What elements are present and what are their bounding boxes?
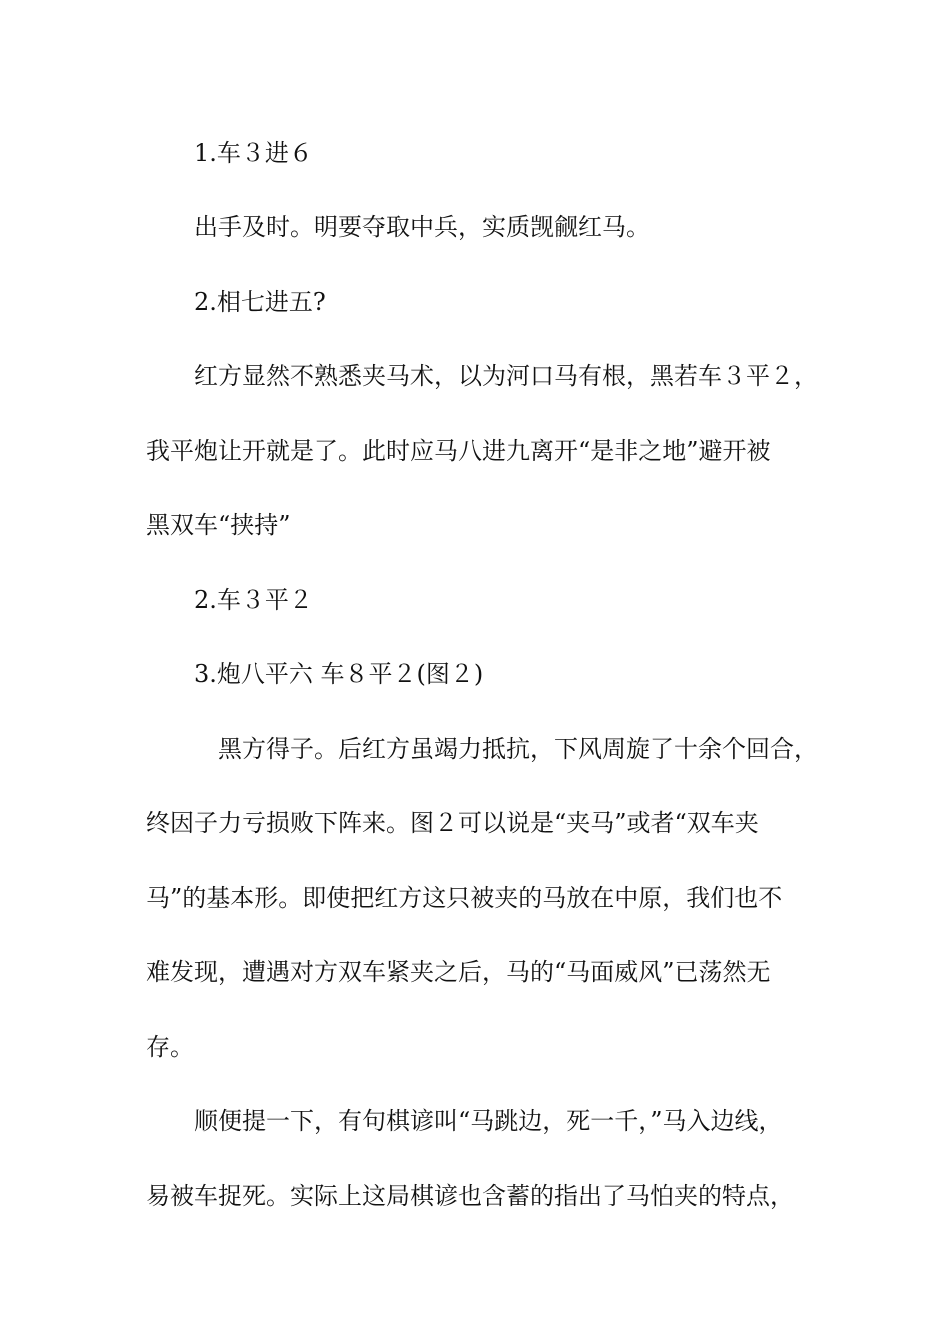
paragraph-line: 黑双车“挟持” xyxy=(146,511,291,539)
paragraph-line: 黑方得子。后红方虽竭力抵抗，下风周旋了十余个回合， xyxy=(218,735,818,763)
paragraph-line: 存。 xyxy=(146,1033,194,1061)
move-line-1: 1.车３进６ xyxy=(194,139,313,167)
move-line-3: 2.车３平２ xyxy=(194,586,313,614)
comment-line: 出手及时。明要夺取中兵，实质觊觎红马。 xyxy=(194,213,650,241)
paragraph-line: 顺便提一下，有句棋谚叫“马跳边，死一千，”马入边线， xyxy=(194,1107,783,1135)
paragraph-line: 我平炮让开就是了。此时应马八进九离开“是非之地”避开被 xyxy=(146,437,771,465)
paragraph-line: 马”的基本形。即使把红方这只被夹的马放在中原，我们也不 xyxy=(146,884,783,912)
paragraph-line: 红方显然不熟悉夹马术，以为河口马有根，黑若车３平２， xyxy=(194,362,818,390)
paragraph-line: 终因子力亏损败下阵来。图２可以说是“夹马”或者“双车夹 xyxy=(146,809,759,837)
paragraph-line: 难发现，遭遇对方双车紧夹之后，马的“马面威风”已荡然无 xyxy=(146,958,771,986)
paragraph-line: 易被车捉死。实际上这局棋谚也含蓄的指出了马怕夹的特点， xyxy=(146,1182,794,1210)
move-line-4: 3.炮八平六 车８平２(图２) xyxy=(194,660,484,688)
move-line-2: 2.相七进五? xyxy=(194,288,326,316)
